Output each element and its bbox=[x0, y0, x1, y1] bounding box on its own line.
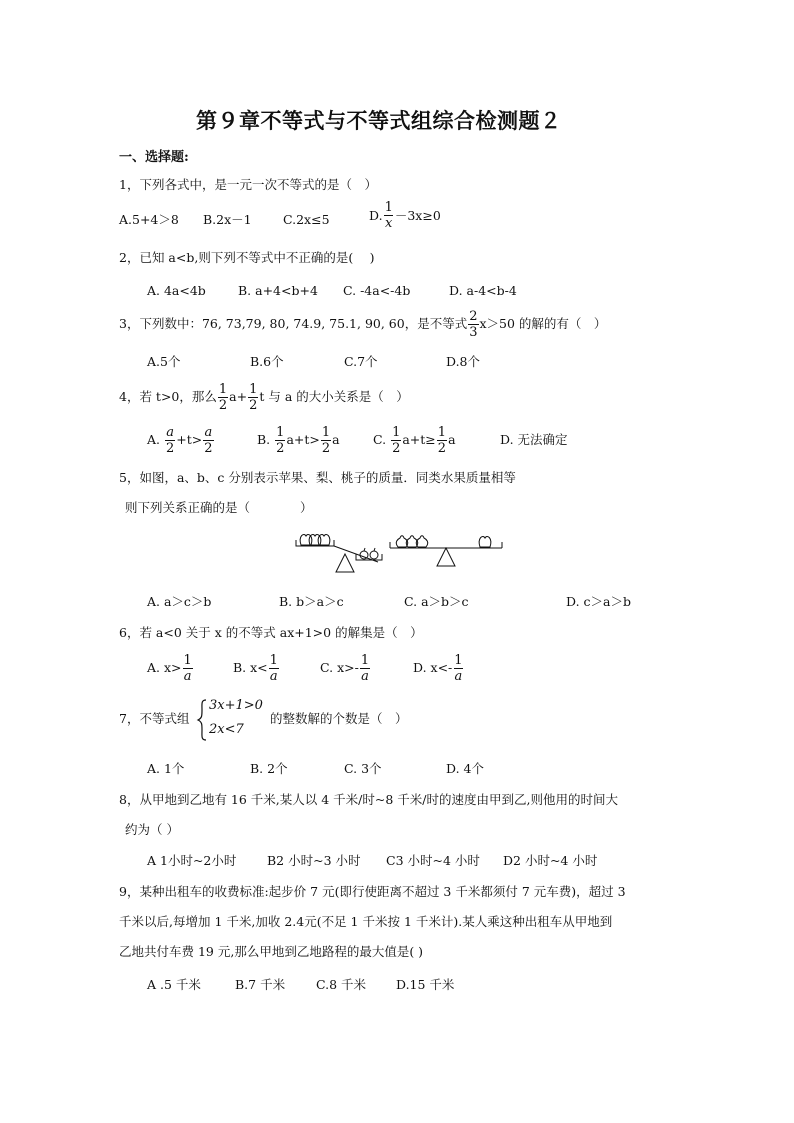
q6-d-den: a bbox=[454, 668, 463, 684]
q5-option-b: B. b＞a＞c bbox=[279, 594, 344, 609]
q6-a-fraction bbox=[183, 653, 193, 684]
q4-f2-den: 2 bbox=[249, 397, 258, 413]
q5-option-c: C. a＞b＞c bbox=[404, 594, 469, 609]
q8-option-c: C3 小时~4 小时 bbox=[386, 853, 480, 868]
q4-option-d: D. 无法确定 bbox=[500, 432, 568, 447]
q3-option-a: A.5个 bbox=[147, 354, 181, 369]
q5-option-d: D. c＞a＞b bbox=[566, 594, 631, 609]
q4-a-f2-den: 2 bbox=[204, 440, 213, 456]
section-heading: 一、选择题: bbox=[119, 150, 189, 165]
q6-b-fraction bbox=[269, 653, 279, 684]
question-9-stem-line1: 9，某种出租车的收费标准:起步价 7 元(即行使距离不超过 3 千米都须付 7 元车费)，超过 3 bbox=[119, 884, 626, 899]
page-title: 第９章不等式与不等式组综合检测题２ bbox=[196, 108, 562, 133]
q6-d-fraction bbox=[453, 653, 463, 684]
pear-icon bbox=[416, 536, 427, 547]
q8-option-d: D2 小时~4 小时 bbox=[503, 853, 598, 868]
question-1-stem: 1，下列各式中，是一元一次不等式的是（ ） bbox=[119, 177, 377, 192]
q4-stem-suffix: t 与 a 的大小关系是（ ） bbox=[259, 389, 409, 404]
q6-d-label: D. x<- bbox=[413, 660, 453, 675]
apple-stem bbox=[374, 548, 375, 551]
q6-c-num: 1 bbox=[360, 652, 370, 668]
question-6-stem: 6，若 a<0 关于 x 的不等式 ax+1>0 的解集是（ ） bbox=[119, 625, 423, 640]
q4-b-f1-den: 2 bbox=[276, 440, 285, 456]
q1-option-d-label: D. bbox=[369, 207, 383, 223]
left-seesaw bbox=[296, 534, 382, 572]
apple-icon bbox=[370, 551, 378, 559]
q1-option-a: A.5+4＞8 bbox=[119, 212, 179, 227]
q4-f2-num: 1 bbox=[249, 381, 258, 397]
q6-c-den: a bbox=[361, 668, 369, 684]
q4-fraction-2 bbox=[248, 382, 258, 413]
question-2-stem: 2，已知 a<b,则下列不等式中不正确的是( ) bbox=[119, 250, 375, 265]
peach-icon bbox=[318, 534, 330, 545]
balance-scales-figure bbox=[290, 526, 505, 582]
question-5-stem-line2: 则下列关系正确的是（ ） bbox=[125, 500, 313, 515]
q6-a-num: 1 bbox=[183, 652, 192, 668]
q1-option-d-fraction bbox=[384, 200, 394, 231]
q2-option-b: B. a+4<b+4 bbox=[238, 283, 318, 298]
left-fulcrum bbox=[336, 554, 354, 572]
q4-b-frac2 bbox=[321, 425, 331, 456]
q4-c-f2-num: 1 bbox=[437, 424, 447, 440]
q4-c-label: C. bbox=[373, 432, 387, 447]
q1-option-d-rest: －3x≥0 bbox=[394, 207, 441, 223]
q3-stem-end: x＞50 的解的有（ ） bbox=[479, 316, 607, 331]
q4-b-end: a bbox=[332, 432, 340, 447]
q1-d-numerator: 1 bbox=[384, 200, 393, 215]
q6-c-fraction bbox=[360, 653, 370, 684]
q9-option-b: B.7 千米 bbox=[235, 977, 286, 992]
q7-system-line-2: 2x<7 bbox=[209, 722, 244, 737]
q4-c-mid: a+t≥ bbox=[402, 432, 436, 447]
q4-option-c bbox=[373, 420, 456, 460]
apple-stem bbox=[364, 548, 365, 551]
q8-option-b: B2 小时~3 小时 bbox=[267, 853, 361, 868]
q9-option-a: A .5 千米 bbox=[147, 977, 201, 992]
q4-option-b bbox=[257, 420, 340, 460]
q5-option-a: A. a＞c＞b bbox=[147, 594, 212, 609]
q3-option-b: B.6个 bbox=[250, 354, 284, 369]
q4-c-frac2 bbox=[437, 425, 447, 456]
q9-option-c: C.8 千米 bbox=[316, 977, 367, 992]
q6-b-num: 1 bbox=[269, 652, 278, 668]
q3-frac-den: 3 bbox=[469, 324, 478, 340]
q6-b-den: a bbox=[269, 668, 278, 684]
q6-option-a bbox=[147, 648, 194, 688]
q4-a-f1-den: 2 bbox=[166, 440, 175, 456]
question-9-stem-line3: 乙地共付车费 19 元,那么甲地到乙地路程的最大值是( ) bbox=[119, 944, 424, 959]
q4-stem-prefix: 4，若 t>0，那么 bbox=[119, 389, 217, 404]
question-4-stem bbox=[119, 377, 409, 417]
pear-icon bbox=[406, 536, 417, 547]
q4-a-frac1 bbox=[165, 425, 175, 456]
question-9-stem-line2: 千米以后,每增加 1 千米,加收 2.4元(不足 1 千米按 1 千米计).某人乘这种出租车从甲地到 bbox=[119, 914, 613, 929]
q4-b-f2-den: 2 bbox=[321, 440, 331, 456]
q3-option-d: D.8个 bbox=[446, 354, 481, 369]
q6-c-label: C. x>- bbox=[320, 660, 359, 675]
q4-b-f2-num: 1 bbox=[321, 424, 331, 440]
q2-option-d: D. a-4<b-4 bbox=[449, 283, 517, 298]
q4-a-frac2 bbox=[203, 425, 213, 456]
q6-d-num: 1 bbox=[454, 652, 463, 668]
q1-option-c: C.2x≤5 bbox=[283, 212, 330, 227]
q4-fraction-1 bbox=[218, 382, 228, 413]
q4-f1-num: 1 bbox=[218, 381, 228, 397]
right-seesaw bbox=[390, 536, 502, 566]
q9-option-d: D.15 千米 bbox=[396, 977, 455, 992]
q4-b-frac1 bbox=[275, 425, 285, 456]
q2-option-a: A. 4a<4b bbox=[147, 283, 206, 298]
q4-c-f1-den: 2 bbox=[392, 440, 401, 456]
q4-c-end: a bbox=[448, 432, 456, 447]
q3-stem-start: 3，下列数中：76, 73,79, 80, 74.9, 75.1, 90, 60，是不等式 bbox=[119, 316, 468, 331]
q3-option-c: C.7个 bbox=[344, 354, 378, 369]
q1-d-denominator: x bbox=[385, 216, 393, 231]
q6-option-b bbox=[233, 648, 280, 688]
q6-a-label: A. x> bbox=[147, 660, 182, 675]
q4-b-f1-num: 1 bbox=[276, 424, 285, 440]
q7-option-d: D. 4个 bbox=[446, 761, 484, 776]
q3-frac-num: 2 bbox=[469, 308, 478, 324]
q6-option-d bbox=[413, 648, 465, 688]
question-7-suffix: 的整数解的个数是（ ） bbox=[270, 711, 408, 726]
q4-option-a bbox=[147, 420, 215, 460]
q6-b-label: B. x< bbox=[233, 660, 268, 675]
apple-icon bbox=[360, 551, 368, 559]
q1-option-b: B.2x－1 bbox=[203, 212, 252, 227]
q4-a-f1-num: a bbox=[166, 424, 175, 440]
question-5-stem-line1: 5，如图，a、b、c 分别表示苹果、梨、桃子的质量．同类水果质量相等 bbox=[119, 470, 516, 485]
q4-stem-mid: a+ bbox=[229, 389, 248, 404]
peach-icon bbox=[479, 536, 491, 547]
q2-option-c: C. -4a<-4b bbox=[343, 283, 411, 298]
q7-option-a: A. 1个 bbox=[147, 761, 185, 776]
q4-c-f2-den: 2 bbox=[437, 440, 447, 456]
system-brace-icon bbox=[196, 698, 208, 742]
question-8-stem-line1: 8，从甲地到乙地有 16 千米,某人以 4 千米/时~8 千米/时的速度由甲到乙,则他用的时间大 bbox=[119, 792, 618, 807]
q6-a-den: a bbox=[183, 668, 192, 684]
q7-option-b: B. 2个 bbox=[250, 761, 288, 776]
right-fulcrum bbox=[437, 548, 455, 566]
q1-option-d bbox=[369, 200, 441, 231]
q4-b-mid: a+t> bbox=[286, 432, 320, 447]
question-7-prefix: 7，不等式组 bbox=[119, 711, 190, 726]
q4-a-mid: +t> bbox=[176, 432, 203, 447]
q4-a-f2-num: a bbox=[204, 424, 213, 440]
q7-system-line-1: 3x+1>0 bbox=[209, 698, 263, 713]
q4-c-f1-num: 1 bbox=[392, 424, 401, 440]
q7-option-c: C. 3个 bbox=[344, 761, 382, 776]
pear-icon bbox=[396, 536, 407, 547]
q4-c-frac1 bbox=[391, 425, 401, 456]
question-3-stem bbox=[119, 304, 606, 344]
q8-option-a: A 1小时~2小时 bbox=[147, 853, 237, 868]
q3-fraction bbox=[468, 309, 478, 340]
question-8-stem-line2: 约为（ ） bbox=[125, 822, 179, 837]
q4-f1-den: 2 bbox=[218, 397, 228, 413]
q4-b-label: B. bbox=[257, 432, 271, 447]
q6-option-c bbox=[320, 648, 371, 688]
q4-a-label: A. bbox=[147, 432, 161, 447]
